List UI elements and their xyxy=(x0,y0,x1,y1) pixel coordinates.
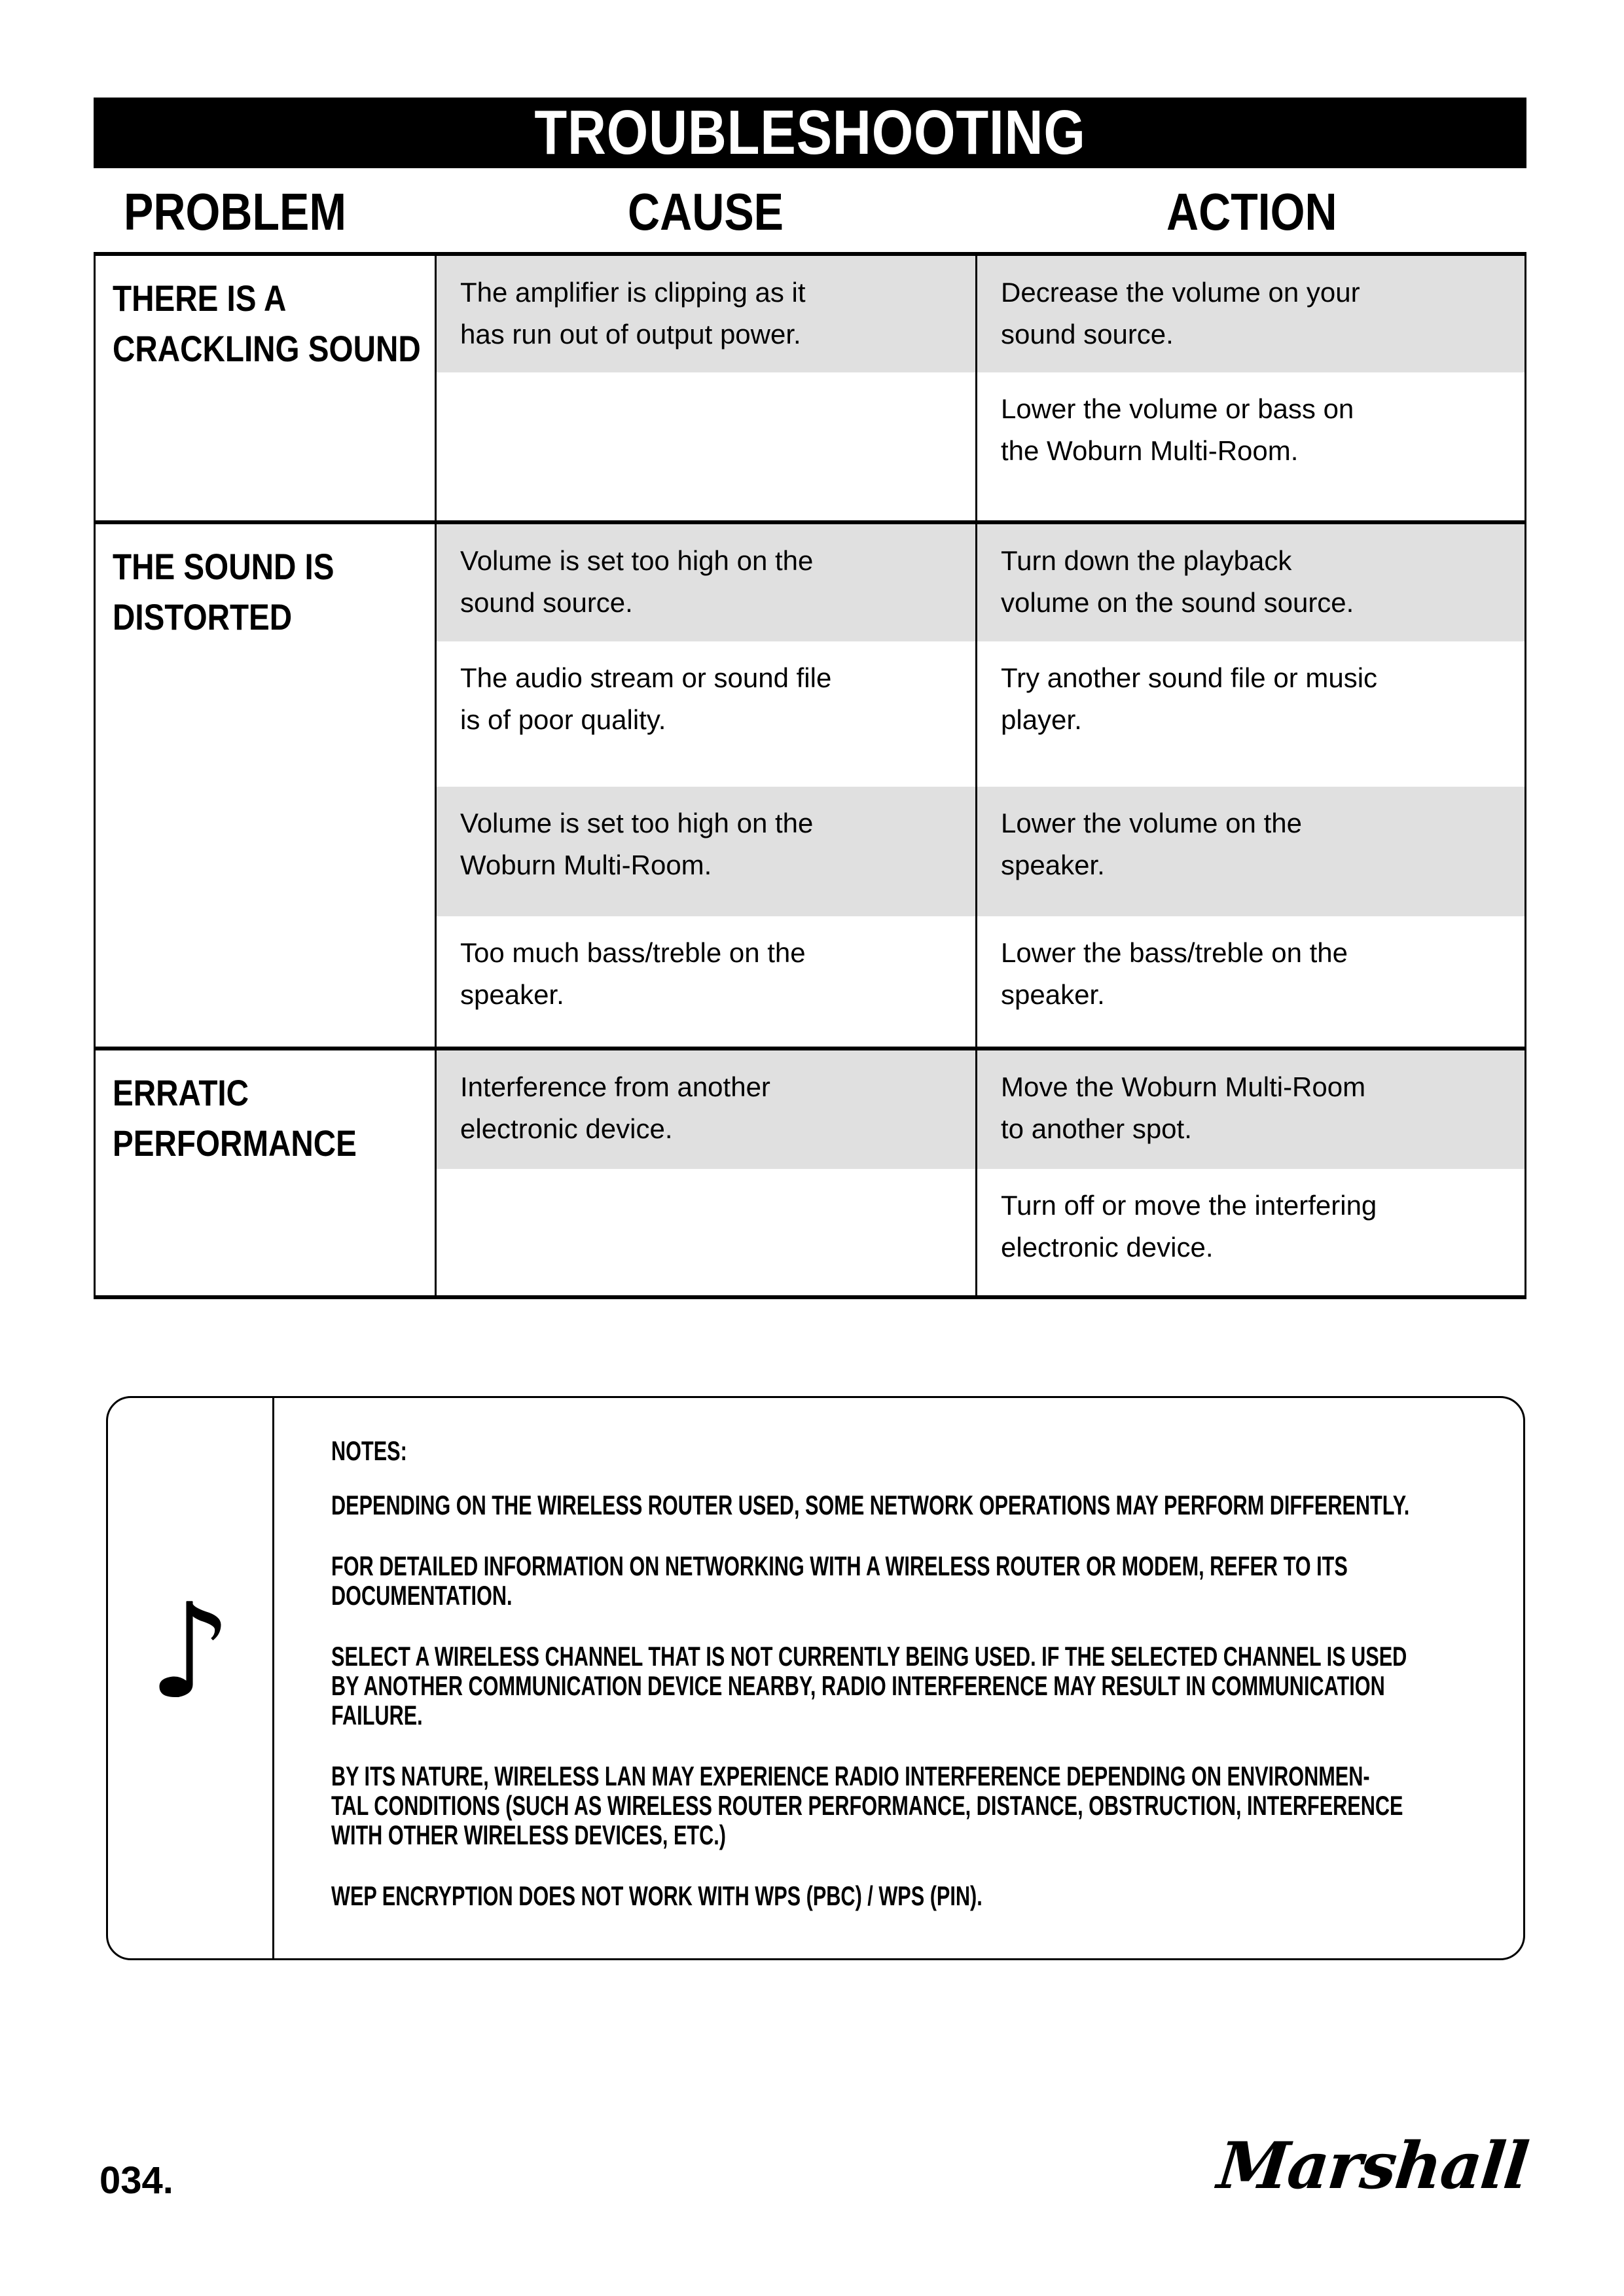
cause-text-line: sound source. xyxy=(460,587,633,618)
cause-action-row xyxy=(437,524,1525,641)
cause-text-line: speaker. xyxy=(460,979,564,1010)
cause-cell xyxy=(437,787,977,916)
brand-logo: Marshall xyxy=(1214,2128,1532,2204)
problem-label-line: PERFORMANCE xyxy=(113,1122,357,1164)
action-cell xyxy=(977,787,1525,916)
notes-text-line: FAILURE. xyxy=(331,1700,423,1731)
action-cell xyxy=(977,641,1525,787)
problem-label-line: CRACKLING SOUND xyxy=(113,328,421,369)
page-number: 034. xyxy=(99,2159,173,2202)
notes-paragraph xyxy=(331,1551,1624,1610)
cause-text-line: Interference from another xyxy=(460,1071,770,1102)
action-text-line: speaker. xyxy=(1001,979,1105,1010)
action-cell xyxy=(977,372,1525,520)
cause-action-row xyxy=(437,1050,1525,1169)
page-title: TROUBLESHOOTING xyxy=(534,98,1086,168)
cause-text-line: is of poor quality. xyxy=(460,704,666,735)
cause-cell xyxy=(437,641,977,787)
notes-text-line: SELECT A WIRELESS CHANNEL THAT IS NOT CURRENTLY BEING USED. IF THE SELECTED CHANNEL IS USED xyxy=(331,1641,1407,1672)
action-cell xyxy=(977,524,1525,641)
problem-cell xyxy=(96,524,437,1047)
music-note-icon: ♪ xyxy=(148,1575,232,1728)
action-text-line: Lower the volume on the xyxy=(1001,808,1302,838)
notes-paragraph xyxy=(331,1881,1624,1910)
cause-text-line: The amplifier is clipping as it xyxy=(460,277,806,308)
notes-paragraph xyxy=(331,1761,1624,1850)
notes-text-line: WITH OTHER WIRELESS DEVICES, ETC.) xyxy=(331,1820,727,1850)
action-text-line: Try another sound file or music xyxy=(1001,662,1378,693)
action-text-line: volume on the sound source. xyxy=(1001,587,1354,618)
notes-text-line: DEPENDING ON THE WIRELESS ROUTER USED, SOME NETWORK OPERATIONS MAY PERFORM DIFFERENTLY. xyxy=(331,1490,1410,1520)
problem-label-line: ERRATIC xyxy=(113,1072,249,1113)
column-header-problem: PROBLEM xyxy=(123,183,346,241)
action-text-line: Decrease the volume on your xyxy=(1001,277,1360,308)
notes-text-line: BY ANOTHER COMMUNICATION DEVICE NEARBY, RADIO INTERFERENCE MAY RESULT IN COMMUNICATION xyxy=(331,1670,1385,1701)
cause-cell xyxy=(437,1050,977,1169)
action-text-line: Turn down the playback xyxy=(1001,545,1292,576)
action-text-line: player. xyxy=(1001,704,1082,735)
cause-text-line: Too much bass/treble on the xyxy=(460,937,806,968)
table-column-headers xyxy=(94,181,1526,243)
action-cell xyxy=(977,916,1525,1047)
table-row-group xyxy=(96,1047,1525,1295)
action-cell xyxy=(977,1050,1525,1169)
cause-text-line: has run out of output power. xyxy=(460,319,801,350)
cause-text-line: electronic device. xyxy=(460,1113,673,1144)
notes-paragraph xyxy=(331,1641,1624,1730)
action-text-line: sound source. xyxy=(1001,319,1174,350)
notes-icon-strip xyxy=(108,1398,274,1958)
cause-action-row xyxy=(437,1169,1525,1295)
cause-cell xyxy=(437,916,977,1047)
action-text-line: Lower the bass/treble on the xyxy=(1001,937,1348,968)
notes-text-line: DOCUMENTATION. xyxy=(331,1580,513,1611)
cause-action-row xyxy=(437,641,1525,787)
column-header-action: ACTION xyxy=(1166,183,1337,241)
troubleshooting-table xyxy=(94,252,1526,1299)
action-text-line: speaker. xyxy=(1001,850,1105,880)
action-cell xyxy=(977,256,1525,372)
action-text-line: Lower the volume or bass on xyxy=(1001,393,1354,424)
cause-cell xyxy=(437,372,977,520)
cause-text-line: Volume is set too high on the xyxy=(460,808,814,838)
action-cell xyxy=(977,1169,1525,1295)
notes-paragraph xyxy=(331,1490,1624,1520)
cause-text-line: Volume is set too high on the xyxy=(460,545,814,576)
table-row-group xyxy=(96,256,1525,520)
table-row-group xyxy=(96,520,1525,1047)
action-text-line: Move the Woburn Multi-Room xyxy=(1001,1071,1366,1102)
action-text-line: to another spot. xyxy=(1001,1113,1192,1144)
notes-box xyxy=(106,1396,1525,1960)
notes-text-line: BY ITS NATURE, WIRELESS LAN MAY EXPERIENCE RADIO INTERFERENCE DEPENDING ON ENVIRONMEN- xyxy=(331,1761,1370,1791)
cause-text-line: Woburn Multi-Room. xyxy=(460,850,712,880)
cause-cell xyxy=(437,524,977,641)
cause-action-row xyxy=(437,787,1525,916)
problem-label-line: THE SOUND IS xyxy=(113,546,334,587)
notes-title: NOTES: xyxy=(331,1435,407,1466)
notes-text-line: FOR DETAILED INFORMATION ON NETWORKING WITH A WIRELESS ROUTER OR MODEM, REFER TO ITS xyxy=(331,1551,1348,1581)
notes-text xyxy=(274,1398,1624,1958)
problem-cell xyxy=(96,1050,437,1295)
notes-text-line: TAL CONDITIONS (SUCH AS WIRELESS ROUTER PERFORMANCE, DISTANCE, OBSTRUCTION, INTERFERENCE xyxy=(331,1790,1403,1821)
problem-label-line: DISTORTED xyxy=(113,596,293,637)
action-text-line: the Woburn Multi-Room. xyxy=(1001,435,1299,466)
cause-action-row xyxy=(437,372,1525,520)
cause-action-row xyxy=(437,256,1525,372)
action-text-line: electronic device. xyxy=(1001,1232,1214,1263)
cause-action-row xyxy=(437,916,1525,1047)
notes-text-line: WEP ENCRYPTION DOES NOT WORK WITH WPS (PBC) / WPS (PIN). xyxy=(331,1880,983,1911)
page-title-bar xyxy=(94,98,1526,168)
problem-cell xyxy=(96,256,437,520)
column-header-cause: CAUSE xyxy=(628,183,784,241)
cause-cell xyxy=(437,1169,977,1295)
problem-label-line: THERE IS A xyxy=(113,278,287,319)
action-text-line: Turn off or move the interfering xyxy=(1001,1190,1377,1221)
cause-cell xyxy=(437,256,977,372)
cause-text-line: The audio stream or sound file xyxy=(460,662,832,693)
